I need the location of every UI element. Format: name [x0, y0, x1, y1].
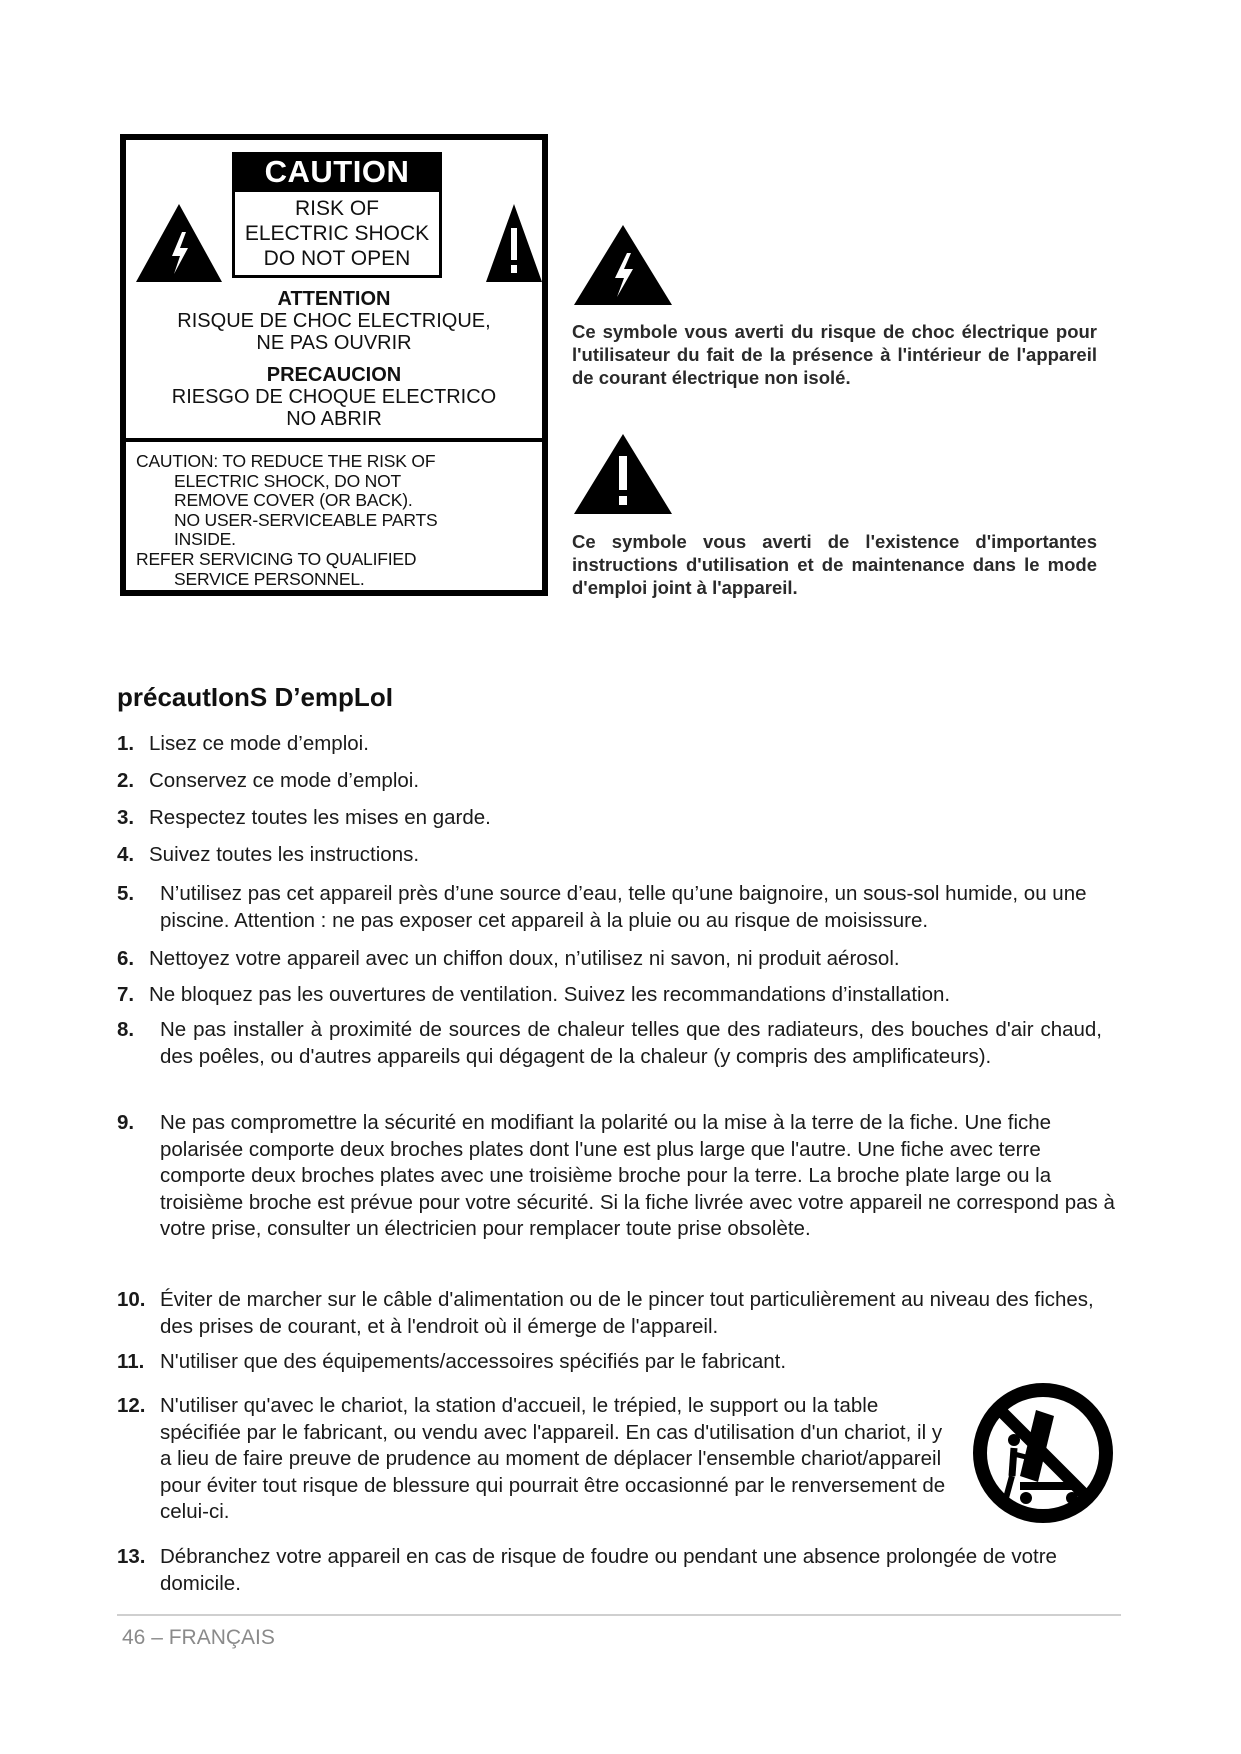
caution-instruction-line: REMOVE COVER (OR BACK). [174, 490, 413, 511]
page-number: 46 – FRANÇAIS [122, 1626, 275, 1649]
item-text: N'utiliser que des équipements/accessoires spécifiés par le fabricant. [160, 1350, 787, 1373]
item-text: Débranchez votre appareil en cas de risque de foudre ou pendant une absence prolongée de votre domicile. [160, 1545, 1057, 1595]
caution-banner: CAUTION [232, 152, 442, 192]
caution-instruction-line: REFER SERVICING TO QUALIFIED [136, 548, 417, 569]
item-number: 5. [117, 882, 135, 905]
exclamation-symbol-icon [572, 432, 674, 516]
item-text: Ne bloquez pas les ouvertures de ventilation. Suivez les recommandations d’installation. [149, 983, 951, 1006]
caution-instruction-line: CAUTION: TO REDUCE THE RISK OF [136, 451, 436, 471]
exclamation-symbol-description: Ce symbole vous averti de l'existence d'importantes instructions d'utilisation et de maintenance dans le mode d'emploi joint à l'appareil. [572, 531, 1097, 598]
caution-instruction-line: ELECTRIC SHOCK, DO NOT [174, 470, 402, 491]
list-item [117, 805, 1117, 832]
list-item [117, 768, 1117, 795]
item-number: 8. [117, 1018, 135, 1041]
section-title: précautIonS D’empLoI [117, 682, 393, 712]
list-item [117, 1393, 947, 1526]
item-text: Lisez ce mode d’emploi. [149, 732, 369, 755]
item-number: 2. [117, 769, 135, 792]
item-text: Respectez toutes les mises en garde. [149, 806, 491, 829]
spanish-warning [126, 364, 542, 430]
spanish-warning-line: RIESGO DE CHOQUE ELECTRICO [171, 386, 497, 408]
caution-frame-line: RISK OF [294, 197, 379, 220]
item-number: 10. [117, 1288, 146, 1311]
caution-instruction-line: INSIDE. [174, 529, 236, 550]
item-text: Éviter de marcher sur le câble d'alimentation ou de le pincer tout particulièrement au niveau des fiches, des prises de courant, et à l'endroit où il émerge de l'appareil. [160, 1288, 1094, 1338]
lightning-warning-icon [134, 202, 224, 284]
item-number: 7. [117, 983, 135, 1006]
caution-instructions [126, 442, 542, 589]
lightning-symbol-description: Ce symbole vous averti du risque de choc électrique pour l'utilisateur du fait de la présence à l'intérieur de l'appareil de courant électrique non isolé. [572, 321, 1097, 388]
item-number: 6. [117, 947, 135, 970]
item-number: 11. [117, 1350, 145, 1373]
item-text: N’utilisez pas cet appareil près d’une source d’eau, telle qu’une baignoire, un sous-sol humide, ou une piscine. Attention : ne pas exposer cet appareil à la pluie ou au risque de moisissure. [160, 882, 1087, 932]
list-item [117, 1349, 1117, 1376]
caution-frame-line: ELECTRIC SHOCK [244, 222, 430, 245]
list-item [117, 731, 1117, 758]
list-item [117, 842, 1117, 869]
item-number: 12. [117, 1394, 146, 1417]
caution-label [120, 134, 548, 596]
lightning-symbol-icon [572, 223, 674, 307]
list-item [117, 1544, 1127, 1597]
item-text: Suivez toutes les instructions. [149, 843, 420, 866]
french-warning-line: RISQUE DE CHOC ELECTRIQUE, [177, 310, 491, 332]
list-item [117, 1287, 1127, 1340]
item-text: Nettoyez votre appareil avec un chiffon doux, n’utilisez ni savon, ni produit aérosol. [149, 947, 900, 970]
footer-divider [117, 1614, 1121, 1616]
item-number: 3. [117, 806, 135, 829]
spanish-warning-title: PRECAUCION [266, 364, 402, 386]
item-text: Conservez ce mode d’emploi. [149, 769, 420, 792]
list-item [117, 1110, 1127, 1243]
item-text: Ne pas installer à proximité de sources de chaleur telles que des radiateurs, des bouches d'air chaud, des poêles, ou d'autres appareils qui dégagent de la chaleur (y compris des amplificateurs). [160, 1018, 1102, 1068]
caution-frame-line: DO NOT OPEN [263, 247, 411, 270]
item-text: N'utiliser qu'avec le chariot, la station d'accueil, le trépied, le support ou la table spécifiée par le fabricant, ou vendu avec l'appareil. En cas d'utilisation d'un chariot, il y a lieu de faire preuve de prudence au moment de déplacer l'ensemble chariot/appareil pour éviter tout risque de blessure qui pourrait être occasionné par le renversement de celui-ci. [160, 1394, 946, 1523]
list-item [117, 881, 1121, 934]
item-number: 1. [117, 732, 135, 755]
item-number: 4. [117, 843, 135, 866]
list-item [117, 1017, 1102, 1070]
french-warning-line: NE PAS OUVRIR [256, 332, 412, 354]
french-warning [126, 288, 542, 354]
caution-frame [232, 192, 442, 278]
french-warning-title: ATTENTION [277, 288, 391, 310]
item-number: 13. [117, 1545, 146, 1568]
cart-tip-over-warning-icon [968, 1378, 1118, 1528]
item-number: 9. [117, 1111, 135, 1134]
caution-instruction-line: NO USER-SERVICEABLE PARTS [174, 509, 438, 530]
spanish-warning-line: NO ABRIR [286, 408, 382, 430]
caution-label-top [126, 140, 542, 442]
exclamation-warning-icon [484, 202, 544, 284]
caution-instruction-line: SERVICE PERSONNEL. [174, 568, 365, 589]
item-text: Ne pas compromettre la sécurité en modifiant la polarité ou la mise à la terre de la fiche. Une fiche polarisée comporte deux broches plates dont l'une est plus large que l'autre. Une fiche avec terre comporte deux broches plates avec une troisième broche pour la terre. La broche plate large ou la troisième broche est prévue pour votre sécurité. Si la fiche livrée avec votre appareil ne correspond pas à votre prise, consulter un électricien pour remplacer toute prise obsolète. [160, 1111, 1115, 1240]
list-item [117, 946, 1117, 973]
list-item [117, 982, 1117, 1009]
